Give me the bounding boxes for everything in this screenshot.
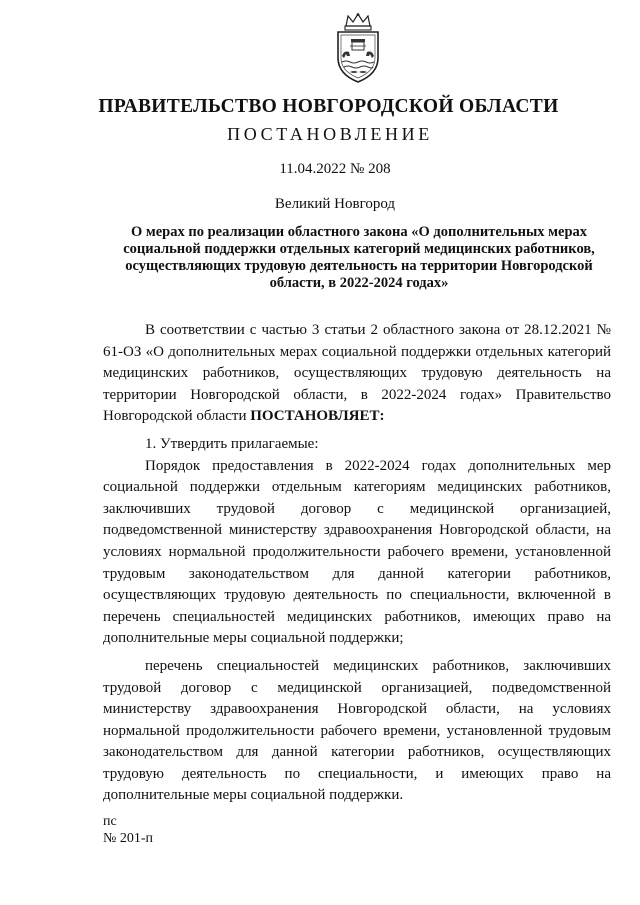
footer: [103, 813, 153, 847]
intro-paragraph: [103, 320, 611, 428]
footer-mark: пс: [103, 814, 117, 829]
document-subject: О мерах по реализации областного закона «О дополнительных мерах социальной поддержки отдельных категорий медицинских работников, осуществляющих трудовую деятельность на территории Новгородской области, в 2022-2024 годах»: [123, 224, 595, 291]
item-1: 1. Утвердить прилагаемые:: [145, 435, 319, 452]
footer-number: № 201-п: [103, 831, 154, 846]
date-and-number: 11.04.2022 № 208: [279, 161, 391, 177]
government-title: ПРАВИТЕЛЬСТВО НОВГОРОДСКОЙ ОБЛАСТИ: [98, 96, 559, 117]
novgorod-coat-of-arms-icon: [332, 12, 384, 84]
document-type: ПОСТАНОВЛЕНИЕ: [227, 124, 433, 144]
intro-text: В соответствии с частью 3 статьи 2 областного закона от 28.12.2021 № 61-ОЗ «О дополнительных мерах социальной поддержки отдельных категорий медицинских работников, осуществляющих трудовую деятельность на территории Новгородской области, в 2022-2024 годах» Правительство Новгородской области: [103, 322, 611, 425]
paragraph-list: перечень специальностей медицинских работников, заключивших трудовой договор с медицинской организацией, подведомственной министерству здравоохранения Новгородской области, на условиях нормальной продолжительности рабочего времени, установленной трудовым законодательством для данной категории работников, осуществляющих трудовую деятельность по специальности, и имеющих право на дополнительные меры социальной поддержки.: [103, 657, 611, 804]
document-body: [103, 320, 611, 807]
city: Великий Новгород: [274, 196, 396, 212]
intro-emphasis: ПОСТАНОВЛЯЕТ:: [250, 408, 385, 425]
paragraph-order: Порядок предоставления в 2022-2024 годах дополнительных мер социальной поддержки отдельным категориям медицинских работников, заключивших трудовой договор с медицинской организацией, подведомственной министерству здравоохранения Новгородской области, на условиях нормальной продолжительности рабочего времени, установленной трудовым законодательством для данной категории работников, осуществляющих трудовую деятельность по специальности, включенной в перечень специальностей медицинских работников, имеющих право на дополнительные меры социальной поддержки;: [103, 457, 611, 647]
